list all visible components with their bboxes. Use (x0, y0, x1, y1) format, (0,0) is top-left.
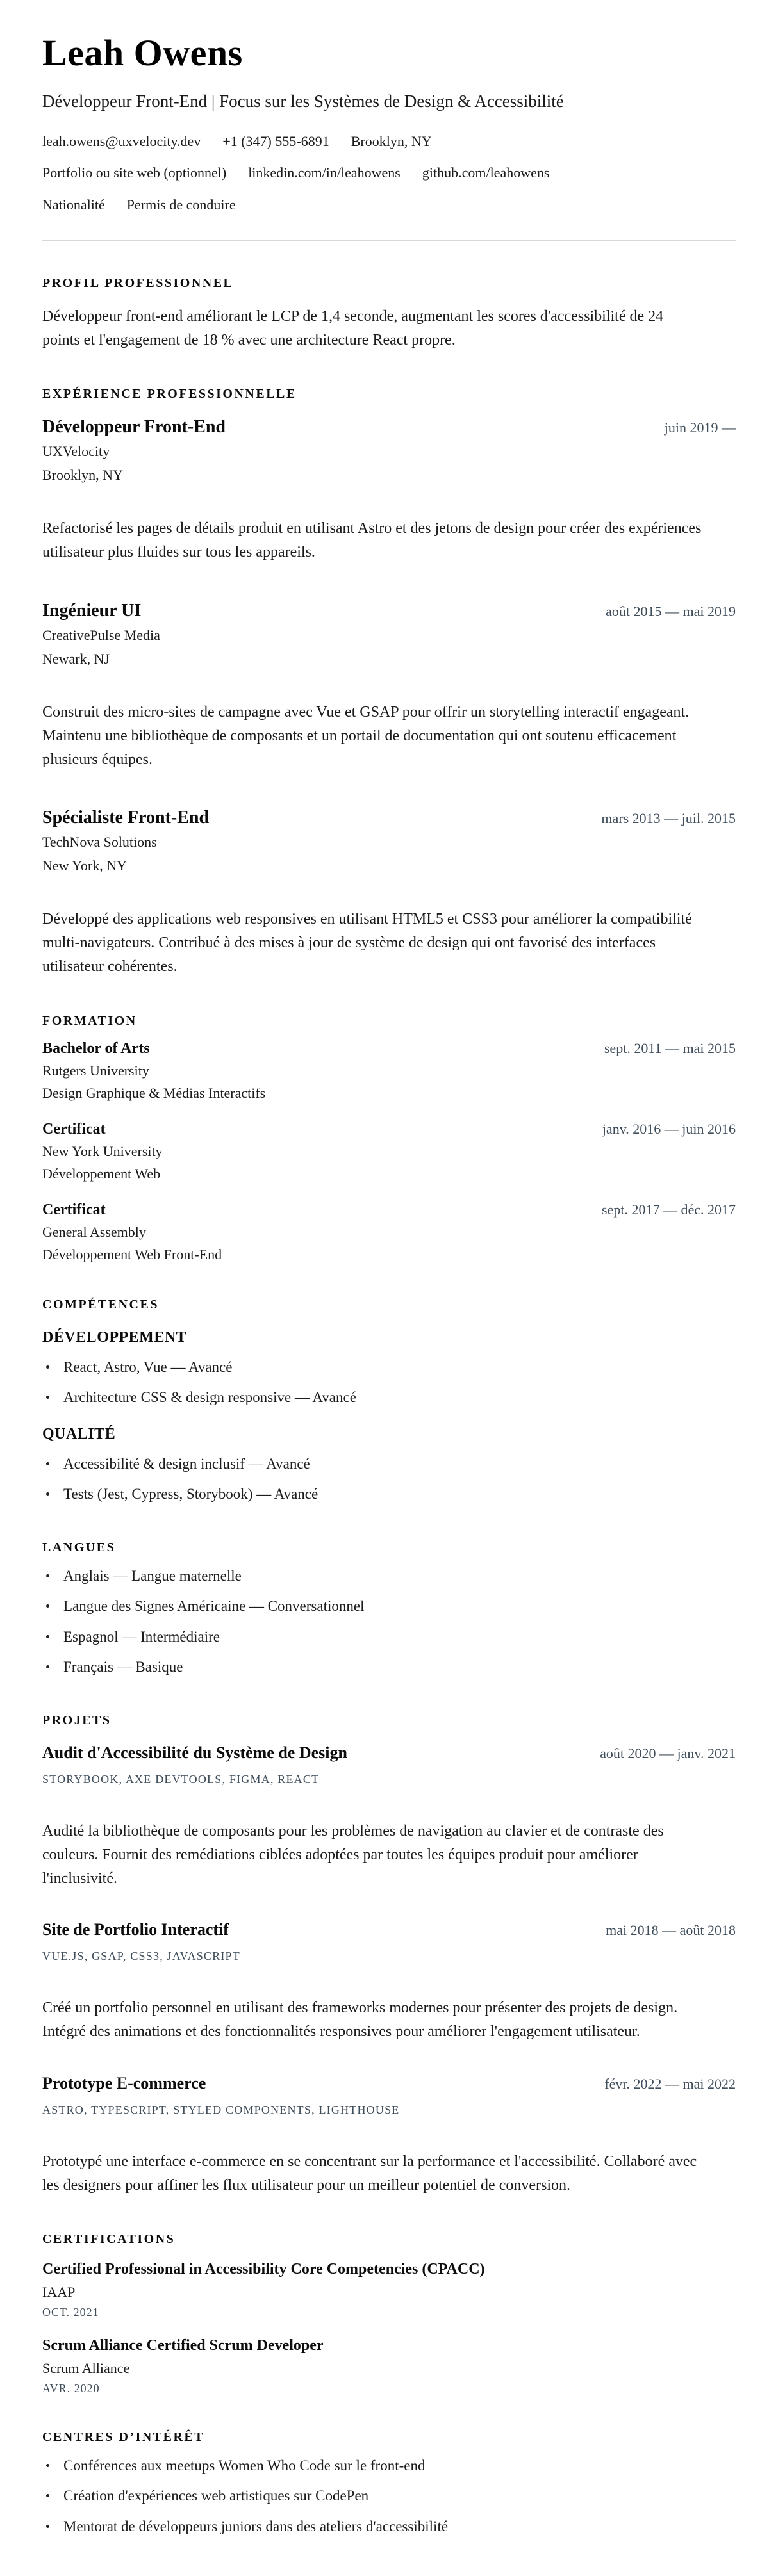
project-entry (42, 2074, 736, 2197)
section-languages (42, 1540, 736, 1679)
job-description: Refactorisé les pages de détails produit en utilisant Astro et des jetons de design pour créer des expériences utilisateur plus fluides sur tous les appareils. (42, 520, 702, 561)
interest-item (42, 2455, 736, 2477)
job-location: Newark, NJ (42, 650, 110, 667)
education-dates: sept. 2011 — mai 2015 (604, 1039, 736, 1056)
project-entry (42, 1743, 736, 1891)
education-school: Rutgers University (42, 1062, 149, 1079)
contact-driving-license: Permis de conduire (126, 197, 236, 213)
certification-title: Scrum Alliance Certified Scrum Developer (42, 2336, 324, 2354)
degree-title: Bachelor of Arts (42, 1039, 150, 1057)
job-company: TechNova Solutions (42, 834, 157, 851)
job-entry-head (42, 417, 736, 437)
project-entry-head (42, 2074, 736, 2093)
resume-header (42, 33, 736, 241)
contact-row-1 (42, 132, 736, 151)
skill-item-label: Tests (Jest, Cypress, Storybook) — Avancé (63, 1486, 318, 1503)
skill-item (42, 1357, 736, 1379)
project-description: Prototypé une interface e-commerce en se concentrant sur la performance et l'accessibilité. Collaboré avec les designers pour affiner les flux utilisateur pour un meilleur potentiel de conversion. (42, 2153, 697, 2194)
certification-issuer: Scrum Alliance (42, 2360, 130, 2376)
contact-linkedin: linkedin.com/in/leahowens (248, 165, 401, 181)
bullet-icon (46, 1396, 49, 1399)
project-entry-head (42, 1743, 736, 1763)
skill-item-label: Architecture CSS & design responsive — Avancé (63, 1389, 356, 1406)
skill-item-label: Accessibilité & design inclusif — Avancé (63, 1455, 310, 1472)
languages-list (42, 1565, 736, 1679)
header-divider (42, 240, 736, 241)
bullet-icon (46, 2525, 49, 2528)
education-heading: FORMATION (42, 1013, 137, 1028)
education-entry-head (42, 1202, 736, 1219)
education-field: Développement Web Front-End (42, 1246, 222, 1262)
contact-github: github.com/leahowens (422, 165, 550, 181)
language-item-label: Langue des Signes Américaine — Conversationnel (63, 1598, 365, 1615)
job-entry (42, 417, 736, 564)
section-experience (42, 387, 736, 979)
profile-summary: Développeur front-end améliorant le LCP de 1,4 seconde, augmentant les scores d'accessibilité de 24 points et l'engagement de 18 % avec une architecture React propre. (42, 307, 664, 348)
project-entry (42, 1920, 736, 2044)
education-entry-head (42, 1121, 736, 1138)
language-item-label: Espagnol — Intermédiaire (63, 1628, 220, 1645)
certification-title: Certified Professional in Accessibility Core Competencies (CPACC) (42, 2260, 485, 2278)
skills-group-heading-development: DÉVELOPPEMENT (42, 1328, 187, 1346)
section-education (42, 1014, 736, 1263)
interest-item-label: Mentorat de développeurs juniors dans des ateliers d'accessibilité (63, 2518, 449, 2534)
certifications-heading: CERTIFICATIONS (42, 2231, 176, 2246)
job-entry-head (42, 808, 736, 828)
section-profile (42, 276, 736, 352)
skills-heading: COMPÉTENCES (42, 1297, 159, 1312)
certification-date: OCT. 2021 (42, 2305, 99, 2319)
project-dates: août 2020 — janv. 2021 (600, 1745, 736, 1761)
bullet-icon (46, 2464, 49, 2467)
degree-title: Certificat (42, 1201, 106, 1218)
job-dates: mars 2013 — juil. 2015 (601, 810, 736, 827)
interest-item-label: Conférences aux meetups Women Who Code sur le front-end (63, 2457, 426, 2474)
project-dates: mai 2018 — août 2018 (606, 1922, 736, 1939)
job-dates: août 2015 — mai 2019 (606, 603, 736, 619)
education-dates: janv. 2016 — juin 2016 (602, 1120, 736, 1137)
job-company: CreativePulse Media (42, 626, 160, 643)
language-item-label: Anglais — Langue maternelle (63, 1567, 242, 1584)
project-tags: STORYBOOK, AXE DEVTOOLS, FIGMA, REACT (42, 1772, 320, 1786)
project-description: Audité la bibliothèque de composants pour les problèmes de navigation au clavier et de contraste des couleurs. Fournit des remédiations ciblées adoptées par toutes les équipes produit pour améliorer l'inclusivité. (42, 1822, 664, 1887)
project-title: Audit d'Accessibilité du Système de Design (42, 1743, 347, 1762)
section-certifications (42, 2232, 736, 2395)
skills-list-development (42, 1357, 736, 1409)
job-description: Développé des applications web responsives en utilisant HTML5 et CSS3 pour améliorer la compatibilité multi-navigateurs. Contribué à des mises à jour de système de design qui ont favorisé des interfaces utilisateur cohérentes. (42, 911, 692, 975)
job-title: Spécialiste Front-End (42, 808, 210, 828)
job-entry-head (42, 601, 736, 621)
job-title: Développeur Front-End (42, 417, 226, 437)
contact-portfolio: Portfolio ou site web (optionnel) (42, 165, 227, 181)
education-school: New York University (42, 1143, 163, 1159)
certification-date: AVR. 2020 (42, 2381, 100, 2395)
job-title: Ingénieur UI (42, 600, 142, 621)
bullet-icon (46, 1462, 49, 1465)
education-entry-head (42, 1040, 736, 1057)
education-field: Développement Web (42, 1165, 161, 1182)
section-interests (42, 2430, 736, 2538)
skill-item (42, 1387, 736, 1409)
projects-heading: PROJETS (42, 1713, 112, 1727)
education-entry (42, 1202, 736, 1263)
bullet-icon (46, 1635, 49, 1638)
skill-item (42, 1483, 736, 1506)
certification-entry (42, 2261, 736, 2319)
contact-location: Brooklyn, NY (351, 133, 432, 149)
interests-heading: CENTRES D’INTÉRÊT (42, 2429, 205, 2444)
job-location: Brooklyn, NY (42, 467, 123, 484)
interests-list (42, 2455, 736, 2538)
certification-entry (42, 2337, 736, 2395)
education-entry (42, 1040, 736, 1102)
skill-item-label: React, Astro, Vue — Avancé (63, 1358, 233, 1375)
interest-item-label: Création d'expériences web artistiques sur CodePen (63, 2488, 369, 2504)
project-title: Prototype E-commerce (42, 2073, 206, 2092)
contact-row-3 (42, 195, 736, 215)
language-item (42, 1565, 736, 1588)
skill-item (42, 1453, 736, 1476)
certification-issuer: IAAP (42, 2283, 76, 2300)
bullet-icon (46, 1604, 49, 1608)
education-field: Design Graphique & Médias Interactifs (42, 1084, 266, 1101)
contact-email: leah.owens@uxvelocity.dev (42, 133, 201, 149)
languages-heading: LANGUES (42, 1540, 116, 1554)
project-title: Site de Portfolio Interactif (42, 1920, 229, 1939)
job-description: Construit des micro-sites de campagne avec Vue et GSAP pour offrir un storytelling interactif engageant. Maintenu une bibliothèque de composants et un portail de documentation qui ont soutenu efficacement plusieurs équipes. (42, 703, 690, 768)
skills-group-heading-quality: QUALITÉ (42, 1425, 116, 1442)
project-dates: févr. 2022 — mai 2022 (604, 2075, 736, 2092)
contact-phone: +1 (347) 555-6891 (222, 133, 329, 149)
job-dates: juin 2019 — (664, 420, 736, 436)
project-tags: ASTRO, TYPESCRIPT, STYLED COMPONENTS, LIGHTHOUSE (42, 2103, 400, 2116)
job-entry (42, 808, 736, 979)
candidate-name: Leah Owens (42, 32, 243, 74)
skills-list-quality (42, 1453, 736, 1506)
language-item (42, 1656, 736, 1679)
section-projects (42, 1713, 736, 2197)
contact-nationality: Nationalité (42, 197, 105, 213)
interest-item (42, 2485, 736, 2507)
project-description: Créé un portfolio personnel en utilisant des frameworks modernes pour présenter des projets de design. Intégré des animations et des fonctionnalités responsives pour améliorer l'engagement utilisateur. (42, 2000, 678, 2041)
bullet-icon (46, 1365, 49, 1369)
bullet-icon (46, 1492, 49, 1496)
language-item-label: Français — Basique (63, 1659, 183, 1675)
job-entry (42, 601, 736, 772)
bullet-icon (46, 1665, 49, 1668)
bullet-icon (46, 2494, 49, 2497)
education-school: General Assembly (42, 1223, 146, 1240)
section-skills (42, 1298, 736, 1506)
language-item (42, 1626, 736, 1649)
experience-heading: EXPÉRIENCE PROFESSIONNELLE (42, 387, 297, 402)
job-location: New York, NY (42, 858, 128, 874)
language-item (42, 1595, 736, 1618)
bullet-icon (46, 1574, 49, 1577)
education-entry (42, 1121, 736, 1182)
education-dates: sept. 2017 — déc. 2017 (602, 1201, 736, 1218)
job-company: UXVelocity (42, 443, 110, 460)
project-tags: VUE.JS, GSAP, CSS3, JAVASCRIPT (42, 1950, 240, 1963)
candidate-headline: Développeur Front-End | Focus sur les Systèmes de Design & Accessibilité (42, 91, 564, 111)
contact-row-2 (42, 163, 736, 183)
degree-title: Certificat (42, 1120, 106, 1137)
project-entry-head (42, 1920, 736, 1939)
interest-item (42, 2516, 736, 2538)
profile-heading: PROFIL PROFESSIONNEL (42, 275, 234, 290)
